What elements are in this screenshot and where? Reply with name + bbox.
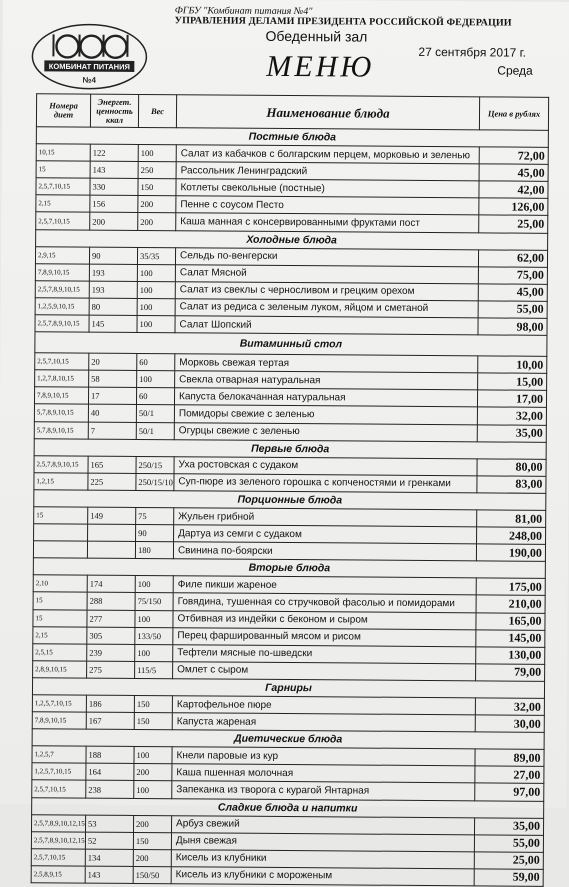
dish-name: Помидоры свежие с зеленью	[174, 405, 477, 424]
dish-name: Салат из кабачков с болгарским перцем, морковью и зеленью	[176, 145, 479, 164]
dish-name: Картофельное пюре	[172, 696, 475, 715]
diet-numbers: 5,7,8,9,10,15	[34, 404, 88, 421]
energy-value: 143	[90, 161, 138, 178]
energy-value: 305	[87, 627, 135, 644]
menu-table	[31, 93, 550, 887]
energy-value: 200	[90, 213, 138, 230]
energy-value: 143	[85, 866, 133, 883]
diet-numbers: 1,2,7,8,10,15	[35, 370, 89, 387]
dish-name: Кнели паровые из кур	[172, 747, 475, 766]
dish-name: Каша пшенная молочная	[172, 764, 475, 783]
dish-name: Дыня свежая	[171, 832, 474, 851]
dish-weight: 50/1	[136, 422, 174, 439]
section-title: Диетические блюда	[32, 729, 544, 750]
section-title: Холодные блюда	[36, 229, 548, 250]
dish-name: Салат из редиса с зеленым луком, яйцом и сметаной	[175, 299, 478, 318]
dish-weight: 250/15	[136, 456, 174, 473]
dish-price: 89,00	[475, 749, 544, 767]
energy-value: 122	[90, 144, 138, 161]
dish-weight: 150/50	[133, 866, 171, 883]
dish-weight: 100	[137, 298, 175, 315]
dish-price: 55,00	[478, 301, 547, 319]
diet-numbers: 1,2,5,9,10,15	[35, 298, 89, 315]
dish-weight: 100	[134, 781, 172, 798]
diet-numbers: 2,5,7,8,9,10,12,15	[31, 831, 85, 848]
energy-value: 134	[85, 849, 133, 866]
dish-price: 248,00	[477, 527, 546, 545]
dish-weight: 150	[134, 713, 172, 730]
dish-name: Филе пикши жареное	[173, 576, 476, 595]
dish-price: 62,00	[478, 250, 547, 268]
diet-numbers: 2,5,7,8,9,10,12,15	[32, 814, 86, 831]
dish-price: 30,00	[475, 715, 544, 733]
dish-name: Перец фаршированный мясом и рисом	[173, 627, 476, 646]
diet-numbers: 2,5,7,10,15	[32, 780, 86, 797]
dish-name: Арбуз свежий	[171, 815, 474, 834]
diet-numbers: 1,2,5,7	[32, 746, 86, 763]
dish-price: 83,00	[477, 476, 546, 494]
section-title: Постные блюда	[36, 127, 548, 148]
energy-value: 52	[85, 832, 133, 849]
diet-numbers: 15	[33, 609, 87, 626]
dish-price: 42,00	[479, 181, 548, 199]
dish-name: Запеканка из творога с курагой Янтарная	[172, 781, 475, 800]
dish-price: 75,00	[478, 267, 547, 285]
hall-name: Обеденный зал	[266, 28, 368, 45]
dish-price: 98,00	[478, 318, 547, 336]
dish-name: Рассольник Ленинградский	[176, 162, 479, 181]
dish-price: 15,00	[478, 373, 547, 391]
dish-weight: 200	[133, 849, 171, 866]
dish-name: Салат Шопский	[175, 316, 478, 335]
diet-numbers: 2,10	[33, 575, 87, 592]
dish-price: 45,00	[479, 164, 548, 182]
dish-price: 130,00	[476, 647, 545, 665]
energy-value: 238	[86, 781, 134, 798]
dish-price: 45,00	[478, 284, 547, 302]
dish-name: Суп-пюре из зеленого горошка с копченостями и гренками	[174, 474, 477, 493]
diet-numbers: 2,5,7,10,15	[36, 178, 90, 195]
dish-weight: 180	[135, 542, 173, 559]
energy-value: 193	[89, 264, 137, 281]
dish-price: 32,00	[477, 407, 546, 425]
dish-row	[31, 866, 543, 887]
dish-price: 35,00	[474, 817, 543, 835]
section-title: Сладкие блюда и напитки	[32, 797, 544, 818]
diet-numbers: 2,5,15	[33, 643, 87, 660]
energy-value: 288	[87, 593, 135, 610]
energy-value	[88, 524, 136, 541]
diet-numbers: 1,2,5,7,10,15	[32, 695, 86, 712]
dish-weight: 50/1	[136, 405, 174, 422]
energy-value: 145	[89, 315, 137, 332]
dish-weight: 100	[137, 281, 175, 298]
dish-weight: 250	[138, 162, 176, 179]
dish-name: Кисель из клубники с мороженым	[171, 867, 474, 886]
diet-numbers	[34, 524, 88, 541]
table-header-row	[36, 94, 548, 131]
energy-value	[87, 541, 135, 558]
dish-name: Котлеты свекольные (постные)	[176, 179, 479, 198]
dish-price: 80,00	[477, 459, 546, 477]
dish-weight: 100	[137, 264, 175, 281]
col-header-price: Цена в рублях	[479, 97, 548, 130]
dish-weight: 100	[135, 644, 173, 661]
dish-weight: 100	[135, 576, 173, 593]
energy-value: 90	[89, 247, 137, 264]
dish-weight: 75/150	[135, 593, 173, 610]
dish-name: Огурцы свежие с зеленью	[174, 422, 477, 441]
energy-value: 164	[86, 763, 134, 780]
diet-numbers: 7,8,9,10,15	[34, 387, 88, 404]
dish-name: Жульен грибной	[174, 508, 477, 527]
dish-weight: 115/5	[135, 661, 173, 678]
dish-name: Салат из свеклы с черносливом и грецким орехом	[175, 282, 478, 301]
energy-value: 186	[86, 695, 134, 712]
energy-value: 149	[88, 507, 136, 524]
section-title: Порционные блюда	[34, 490, 546, 511]
diet-numbers: 1,2,5,7,10,15	[32, 763, 86, 780]
diet-numbers: 2,8,9,10,15	[33, 661, 87, 678]
col-header-weight: Вес	[138, 94, 176, 127]
dish-weight: 100	[138, 145, 176, 162]
diet-numbers: 2,5,7,10,15	[31, 849, 85, 866]
dish-price: 165,00	[476, 612, 545, 630]
dish-name: Капуста жареная	[172, 713, 475, 732]
dish-name: Каша манная с консервированными фруктами пост	[176, 213, 479, 232]
diet-numbers: 15	[33, 592, 87, 609]
energy-value: 174	[87, 575, 135, 592]
dish-name: Свекла отварная натуральная	[175, 371, 478, 390]
diet-numbers: 2,5,7,10,15	[35, 353, 89, 370]
diet-numbers: 2,9,15	[35, 246, 89, 263]
dish-weight: 60	[136, 388, 174, 405]
dish-weight: 60	[137, 354, 175, 371]
energy-value: 58	[89, 370, 137, 387]
dish-weight: 150	[134, 695, 172, 712]
svg-text:№4: №4	[83, 76, 97, 85]
dish-price: 79,00	[476, 664, 545, 682]
dish-name: Дартуа из семги с судаком	[174, 525, 477, 544]
dish-name: Свинина по-боярски	[173, 542, 476, 561]
diet-numbers: 15	[36, 161, 90, 178]
section-title: Гарниры	[32, 678, 544, 699]
section-title: Витаминный стол	[35, 332, 547, 357]
dish-weight: 35/35	[137, 247, 175, 264]
diet-numbers: 2,15	[33, 626, 87, 643]
dish-price: 55,00	[474, 835, 543, 853]
menu-weekday: Среда	[497, 63, 533, 77]
energy-value: 165	[88, 456, 136, 473]
energy-value: 80	[89, 298, 137, 315]
dish-weight: 100	[137, 316, 175, 333]
page-title: МЕНЮ	[266, 50, 374, 85]
dish-name: Отбивная из индейки с беконом и сыром	[173, 610, 476, 629]
dish-price: 81,00	[477, 510, 546, 528]
dish-name: Тефтели мясные по-шведски	[173, 644, 476, 663]
dish-weight: 200	[134, 764, 172, 781]
dish-weight: 100	[134, 747, 172, 764]
dish-price: 25,00	[474, 852, 543, 870]
energy-value: 275	[87, 661, 135, 678]
energy-value: 20	[89, 353, 137, 370]
dish-name: Говядина, тушенная со стручковой фасолью и помидорами	[173, 593, 476, 612]
energy-value: 225	[88, 473, 136, 490]
dish-price: 25,00	[479, 215, 548, 233]
dish-weight: 200	[133, 815, 171, 832]
dish-price: 35,00	[477, 424, 546, 442]
dish-name: Сельдь по-венгерски	[175, 247, 478, 266]
diet-numbers: 2,5,7,8,9,10,15	[35, 315, 89, 332]
diet-numbers: 1,2,15	[34, 473, 88, 490]
col-header-name: Наименование блюда	[176, 95, 479, 130]
diet-numbers: 7,8,9,10,15	[35, 264, 89, 281]
organization-parent: УПРАВЛЕНИЯ ДЕЛАМИ ПРЕЗИДЕНТА РОССИЙСКОЙ ФЕДЕРАЦИИ	[175, 15, 512, 28]
dish-name: Кисель из клубники	[171, 850, 474, 869]
energy-value: 277	[87, 610, 135, 627]
energy-value: 7	[88, 422, 136, 439]
dish-name: Пенне с соусом Песто	[176, 196, 479, 215]
dish-price: 32,00	[475, 698, 544, 716]
col-header-energy: Энергет. ценность ккал	[90, 94, 138, 127]
diet-numbers: 2,5,7,8,9,10,15	[34, 455, 88, 472]
dish-name: Салат Мясной	[175, 264, 478, 283]
dish-price: 145,00	[476, 629, 545, 647]
dish-name: Уха ростовская с судаком	[174, 456, 477, 475]
dish-weight: 100	[137, 371, 175, 388]
dish-price: 97,00	[475, 783, 544, 801]
dish-price: 10,00	[478, 356, 547, 374]
energy-value: 17	[88, 387, 136, 404]
section-title: Первые блюда	[34, 438, 546, 459]
organization-name: ФГБУ "Комбинат питания №4"	[175, 5, 313, 17]
energy-value: 167	[86, 712, 134, 729]
dish-weight: 100	[135, 610, 173, 627]
dish-weight: 133/50	[135, 627, 173, 644]
dish-price: 17,00	[477, 390, 546, 408]
plates-cutlery-icon	[53, 34, 127, 58]
diet-numbers: 15	[34, 507, 88, 524]
catering-logo	[30, 22, 148, 91]
diet-numbers: 5,7,8,9,10,15	[34, 421, 88, 438]
dish-weight: 90	[136, 525, 174, 542]
dish-weight: 75	[136, 507, 174, 524]
diet-numbers: 2,5,8,9,15	[31, 866, 85, 883]
diet-numbers: 7,8,9,10,15	[32, 712, 86, 729]
dish-price: 126,00	[479, 198, 548, 216]
dish-weight: 250/15/10	[136, 473, 174, 490]
menu-table-body	[31, 127, 548, 887]
menu-date: 27 сентября 2017 г.	[418, 45, 526, 60]
dish-price: 175,00	[476, 578, 545, 596]
energy-value: 193	[89, 281, 137, 298]
col-header-diet: Номера диет	[36, 94, 90, 127]
dish-weight: 200	[138, 196, 176, 213]
dish-weight: 150	[138, 179, 176, 196]
dish-price: 72,00	[479, 147, 548, 165]
dish-name: Омлет с сыром	[173, 662, 476, 681]
diet-numbers: 2,5,7,8,9,10,15	[35, 281, 89, 298]
section-title: Вторые блюда	[33, 558, 545, 579]
diet-numbers: 2,5,7,10,15	[36, 212, 90, 229]
dish-price: 59,00	[474, 869, 543, 887]
diet-numbers	[33, 541, 87, 558]
dish-price: 27,00	[475, 766, 544, 784]
dish-name: Капуста белокачанная натуральная	[174, 388, 477, 407]
energy-value: 188	[86, 746, 134, 763]
svg-text:КОМБИНАТ ПИТАНИЯ: КОМБИНАТ ПИТАНИЯ	[49, 62, 130, 72]
dish-price: 210,00	[476, 595, 545, 613]
dish-name: Морковь свежая тертая	[175, 354, 478, 373]
energy-value: 40	[88, 405, 136, 422]
dish-weight: 150	[133, 832, 171, 849]
energy-value: 156	[90, 196, 138, 213]
dish-price: 190,00	[476, 544, 545, 562]
energy-value: 53	[86, 815, 134, 832]
diet-numbers: 2,15	[36, 195, 90, 212]
dish-weight: 200	[138, 213, 176, 230]
energy-value: 330	[90, 178, 138, 195]
diet-numbers: 10,15	[36, 144, 90, 161]
energy-value: 239	[87, 644, 135, 661]
